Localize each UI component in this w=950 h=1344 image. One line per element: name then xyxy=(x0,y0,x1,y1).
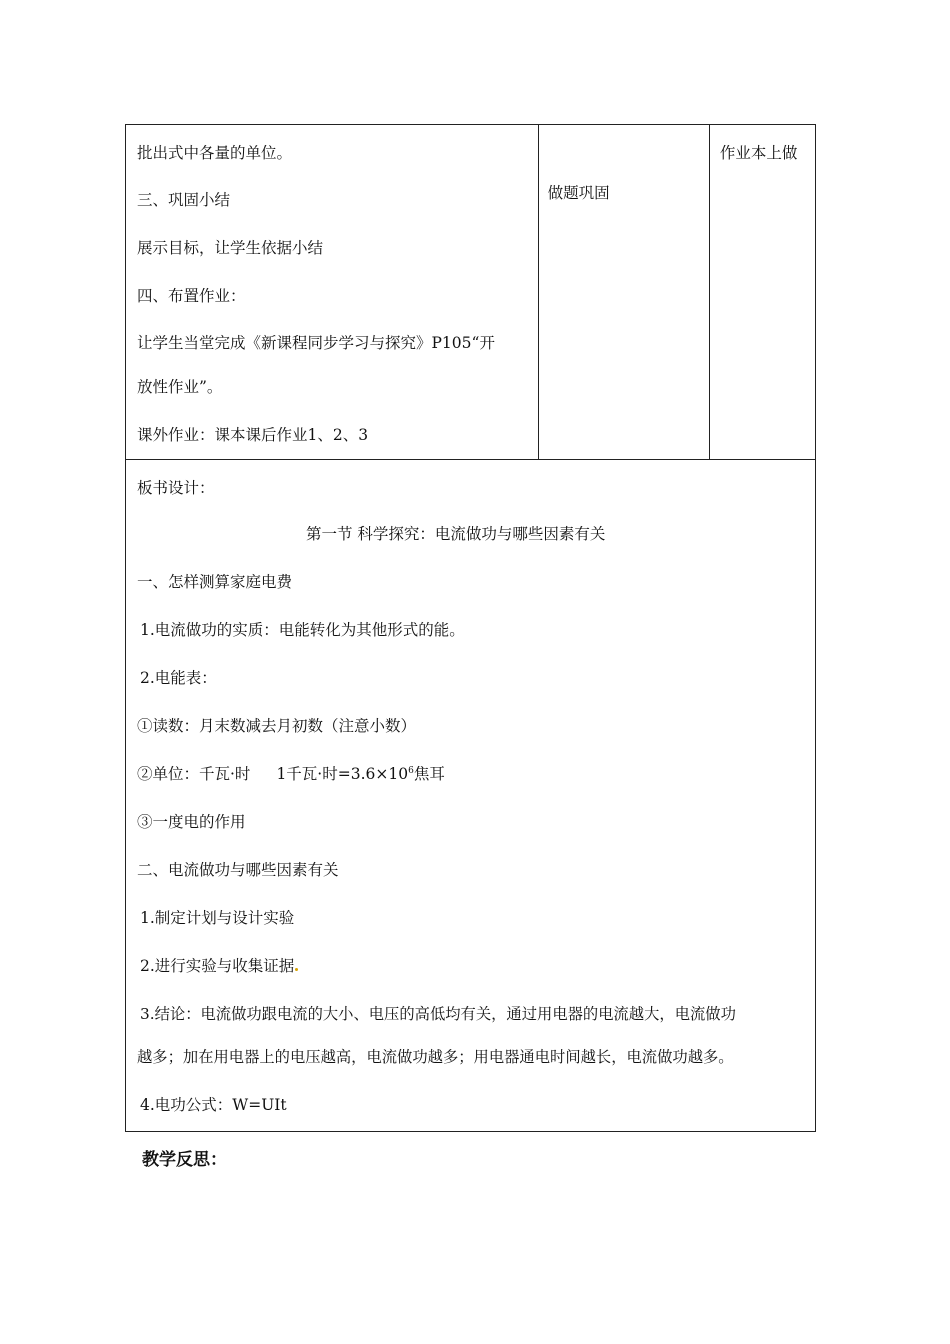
activity-row xyxy=(126,125,816,460)
student-activity-cell xyxy=(538,125,709,460)
student-activity-text: 做题巩固 xyxy=(547,184,610,202)
notes-cell xyxy=(709,125,815,460)
activity-line: 批出式中各量的单位。 xyxy=(137,144,293,162)
notes-text: 作业本上做 xyxy=(719,144,798,162)
activity-line: 展示目标，让学生依据小结 xyxy=(137,239,324,257)
board-design-cell xyxy=(126,460,816,1132)
list-item: 4.电功公式：W=UIt xyxy=(140,1096,287,1114)
unit-text: ②单位：千瓦·时 xyxy=(137,765,251,783)
section-heading: 一、怎样测算家庭电费 xyxy=(137,573,293,591)
board-label: 板书设计： xyxy=(137,479,215,497)
activity-line: 放性作业”。 xyxy=(137,378,223,396)
activity-line: 三、巩固小结 xyxy=(137,191,231,209)
teaching-reflection-heading: 教学反思： xyxy=(142,1150,227,1170)
list-item: 1.制定计划与设计实验 xyxy=(140,909,295,927)
sub-item: ①读数：月末数减去月初数（注意小数） xyxy=(137,717,417,735)
list-item-continuation: 越多；加在用电器上的电压越高，电流做功越多；用电器通电时间越长，电流做功越多。 xyxy=(137,1048,734,1066)
conversion-text: 1千瓦·时=3.6×10 xyxy=(276,765,409,783)
sub-item: ③一度电的作用 xyxy=(137,813,246,831)
list-item: 2.进行实验与收集证据 xyxy=(140,956,299,976)
activity-line: 课外作业：课本课后作业1、2、3 xyxy=(137,426,369,444)
section-heading: 二、电流做功与哪些因素有关 xyxy=(137,861,339,879)
list-item: 3.结论：电流做功跟电流的大小、电压的高低均有关，通过用电器的电流越大，电流做功 xyxy=(140,1005,736,1023)
activity-line: 四、布置作业： xyxy=(137,287,246,305)
board-title: 第一节 科学探究：电流做功与哪些因素有关 xyxy=(306,525,606,543)
sub-item xyxy=(137,764,445,784)
unit-joule: 焦耳 xyxy=(413,765,445,783)
lesson-plan-table xyxy=(125,124,816,1132)
list-item: 2.电能表： xyxy=(140,669,217,687)
exponent: 6 xyxy=(408,766,414,776)
teacher-activity-cell xyxy=(126,125,539,460)
board-design-row xyxy=(126,460,816,1132)
list-item: 1.电流做功的实质：电能转化为其他形式的能。 xyxy=(140,621,465,639)
activity-line: 让学生当堂完成《新课程同步学习与探究》P105“开 xyxy=(137,334,495,352)
